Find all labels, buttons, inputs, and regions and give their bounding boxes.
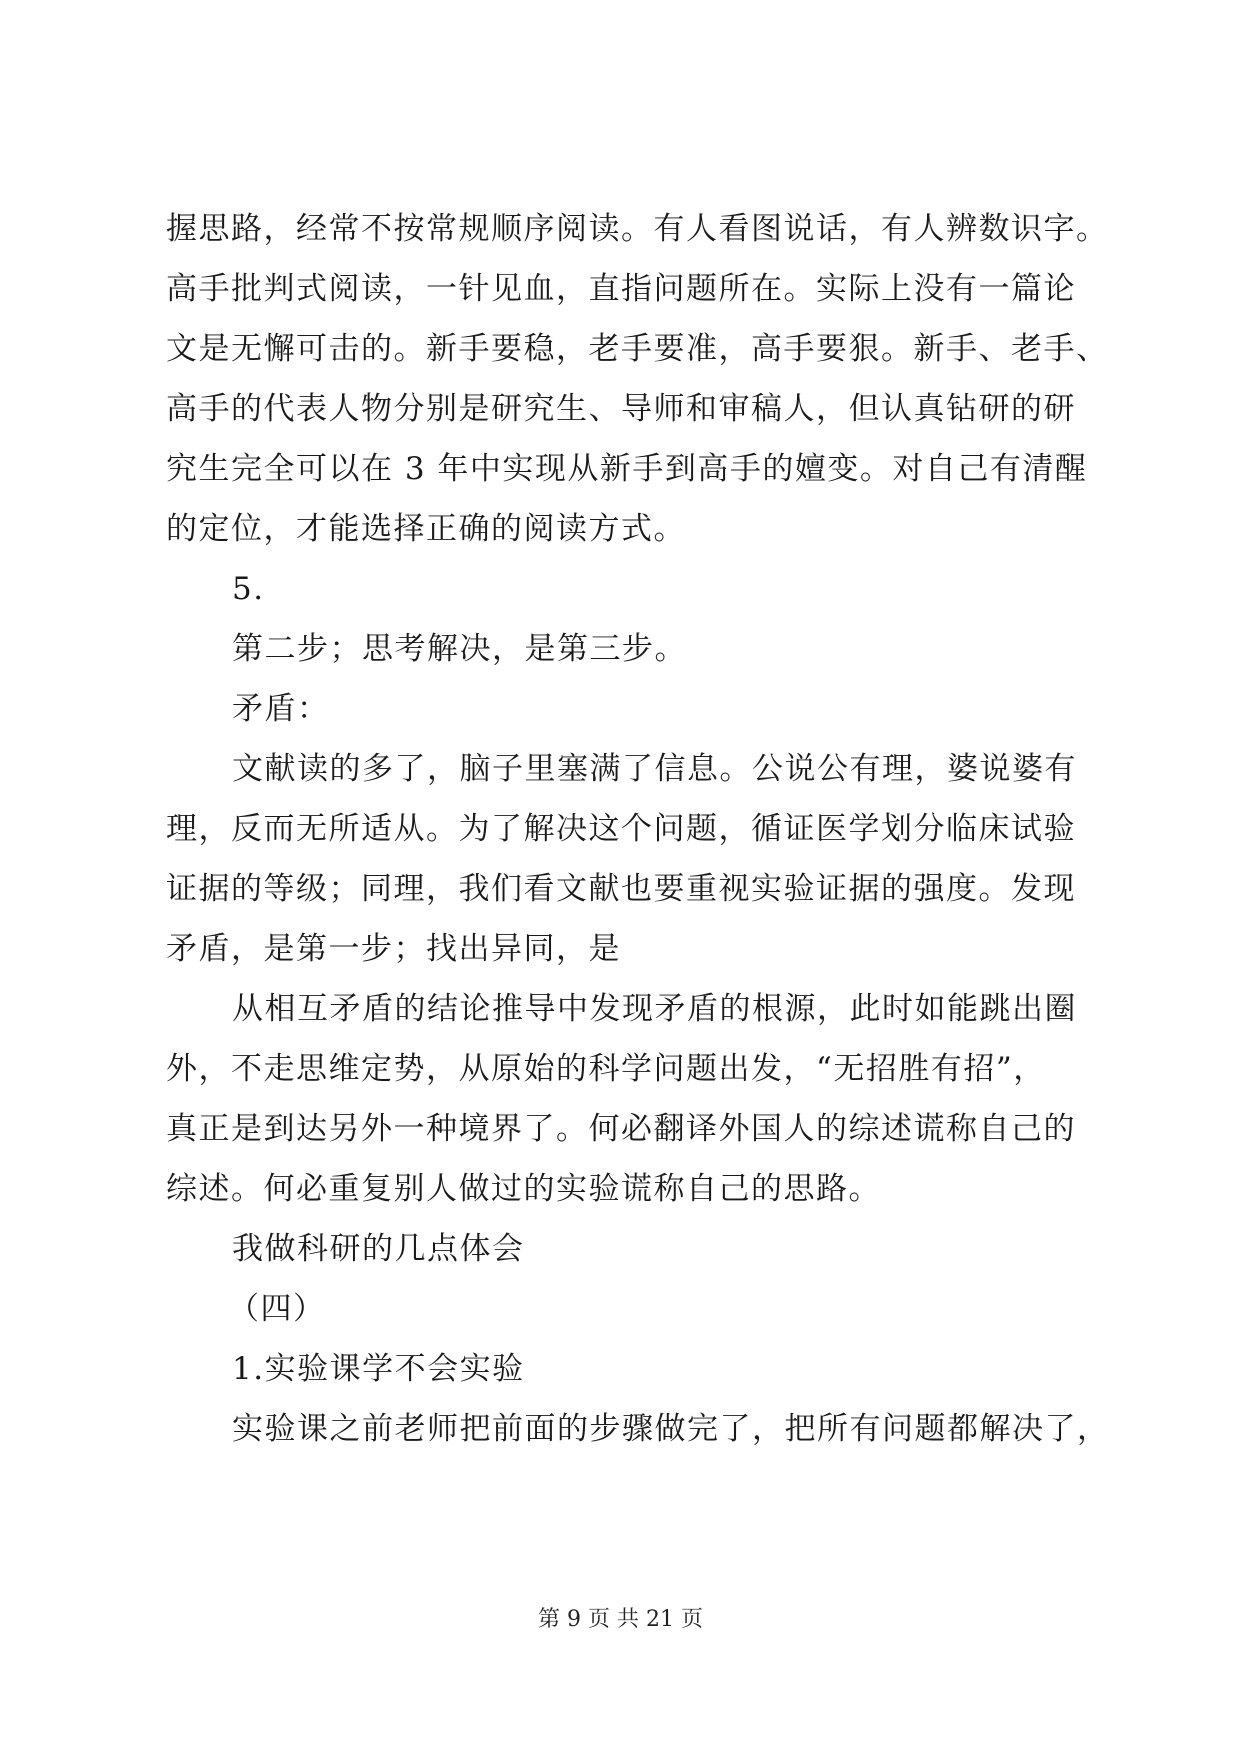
paragraph-line: 外，不走思维定势，从原始的科学问题出发，“无招胜有招”， bbox=[166, 1051, 1046, 1087]
paragraph-line: 高手的代表人物分别是研究生、导师和审稿人，但认真钻研的研 bbox=[166, 391, 1076, 427]
paragraph-line: 文献读的多了，脑子里塞满了信息。公说公有理，婆说婆有 bbox=[232, 751, 1077, 787]
paragraph-line: 究生完全可以在 3 年中实现从新手到高手的嬗变。对自己有清醒 bbox=[166, 451, 1088, 487]
paragraph-line: 高手批判式阅读，一针见血，直指问题所在。实际上没有一篇论 bbox=[166, 271, 1076, 307]
paragraph-line: 握思路，经常不按常规顺序阅读。有人看图说话，有人辨数识字。 bbox=[166, 211, 1109, 247]
paragraph-line: 从相互矛盾的结论推导中发现矛盾的根源，此时如能跳出圈 bbox=[232, 991, 1077, 1027]
section-number: 5. bbox=[232, 571, 265, 607]
paragraph-line: 综述。何必重复别人做过的实验谎称自己的思路。 bbox=[166, 1171, 881, 1207]
subheading: 矛盾： bbox=[232, 691, 330, 727]
section-subtitle: （四） bbox=[228, 1291, 326, 1327]
paragraph-line: 真正是到达另外一种境界了。何必翻译外国人的综述谎称自己的 bbox=[166, 1111, 1076, 1147]
item-heading: 1.实验课学不会实验 bbox=[232, 1351, 525, 1387]
paragraph-line: 文是无懈可击的。新手要稳，老手要准，高手要狠。新手、老手、 bbox=[166, 331, 1109, 367]
section-title: 我做科研的几点体会 bbox=[232, 1231, 525, 1267]
paragraph-line: 理，反而无所适从。为了解决这个问题，循证医学划分临床试验 bbox=[166, 811, 1076, 847]
paragraph-line: 矛盾，是第一步；找出异同，是 bbox=[166, 931, 621, 967]
paragraph-line: 实验课之前老师把前面的步骤做完了，把所有问题都解决了， bbox=[232, 1411, 1110, 1447]
paragraph-line: 的定位，才能选择正确的阅读方式。 bbox=[166, 511, 686, 547]
paragraph-line: 证据的等级；同理，我们看文献也要重视实验证据的强度。发现 bbox=[166, 871, 1076, 907]
page-footer: 第 9 页 共 21 页 bbox=[538, 1607, 703, 1632]
paragraph-line: 第二步；思考解决，是第三步。 bbox=[232, 631, 687, 667]
